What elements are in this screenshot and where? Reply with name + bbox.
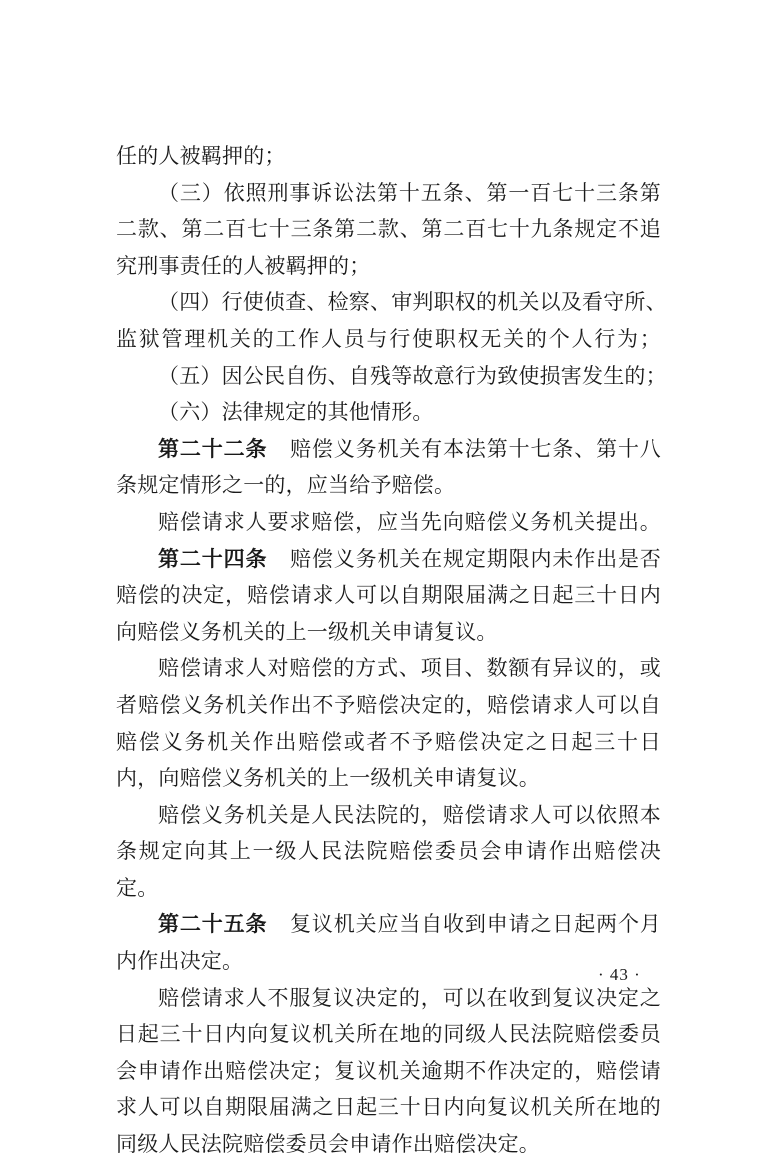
text-line: 日起三十日内向复议机关所在地的同级人民法院赔偿委员 [116, 1022, 661, 1047]
text-line: （五）因公民自伤、自残等故意行为致使损害发生的； [158, 363, 667, 388]
text-line: 向赔偿义务机关的上一级机关申请复议。 [116, 619, 498, 644]
article-line [116, 431, 661, 468]
article-line [116, 541, 661, 578]
article-heading: 第二十五条 [158, 911, 268, 937]
text-line: 会申请作出赔偿决定；复议机关逾期不作决定的，赔偿请 [116, 1058, 661, 1083]
text-line: （三）依照刑事诉讼法第十五条、第一百七十三条第 [158, 180, 661, 205]
article-heading: 第二十二条 [158, 435, 268, 461]
article-heading: 第二十四条 [158, 545, 268, 571]
text-line: 二款、第二百七十三条第二款、第二百七十九条规定不追 [116, 217, 661, 242]
text-line: 同级人民法院赔偿委员会申请作出赔偿决定。 [116, 1132, 540, 1157]
article-text: 赔偿义务机关在规定期限内未作出是否 [289, 546, 662, 571]
text-line: 条规定向其上一级人民法院赔偿委员会申请作出赔偿决 [116, 839, 661, 864]
text-line: 监狱管理机关的工作人员与行使职权无关的个人行为； [116, 326, 661, 351]
body-text [116, 138, 667, 1163]
article-text: 复议机关应当自收到申请之日起两个月 [289, 912, 662, 937]
text-line: 内，向赔偿义务机关的上一级机关申请复议。 [116, 766, 540, 791]
text-line: （四）行使侦查、检察、审判职权的机关以及看守所、 [158, 290, 667, 315]
text-line: 条规定情形之一的，应当给予赔偿。 [116, 473, 456, 498]
text-line: 赔偿的决定，赔偿请求人可以自期限届满之日起三十日内 [116, 583, 661, 608]
text-line: 究刑事责任的人被羁押的； [116, 253, 371, 278]
text-line: 赔偿请求人要求赔偿，应当先向赔偿义务机关提出。 [158, 509, 661, 534]
text-line: 者赔偿义务机关作出不予赔偿决定的，赔偿请求人可以自 [116, 692, 661, 717]
text-line: 赔偿请求人对赔偿的方式、项目、数额有异议的，或 [158, 656, 661, 681]
page-number: · 43 · [598, 965, 641, 984]
text-line: 赔偿请求人不服复议决定的，可以在收到复议决定之 [158, 985, 661, 1010]
article-text: 赔偿义务机关有本法第十七条、第十八 [289, 436, 662, 461]
text-line: 任的人被羁押的； [116, 144, 286, 168]
text-line: 赔偿义务机关作出赔偿或者不予赔偿决定之日起三十日 [116, 729, 661, 754]
text-line: 内作出决定。 [116, 949, 244, 974]
text-line: 赔偿义务机关是人民法院的，赔偿请求人可以依照本 [158, 802, 661, 827]
text-line: （六）法律规定的其他情形。 [158, 400, 434, 425]
text-line: 求人可以自期限届满之日起三十日内向复议机关所在地的 [116, 1095, 661, 1120]
text-line: 定。 [116, 875, 159, 900]
article-line [116, 906, 661, 943]
